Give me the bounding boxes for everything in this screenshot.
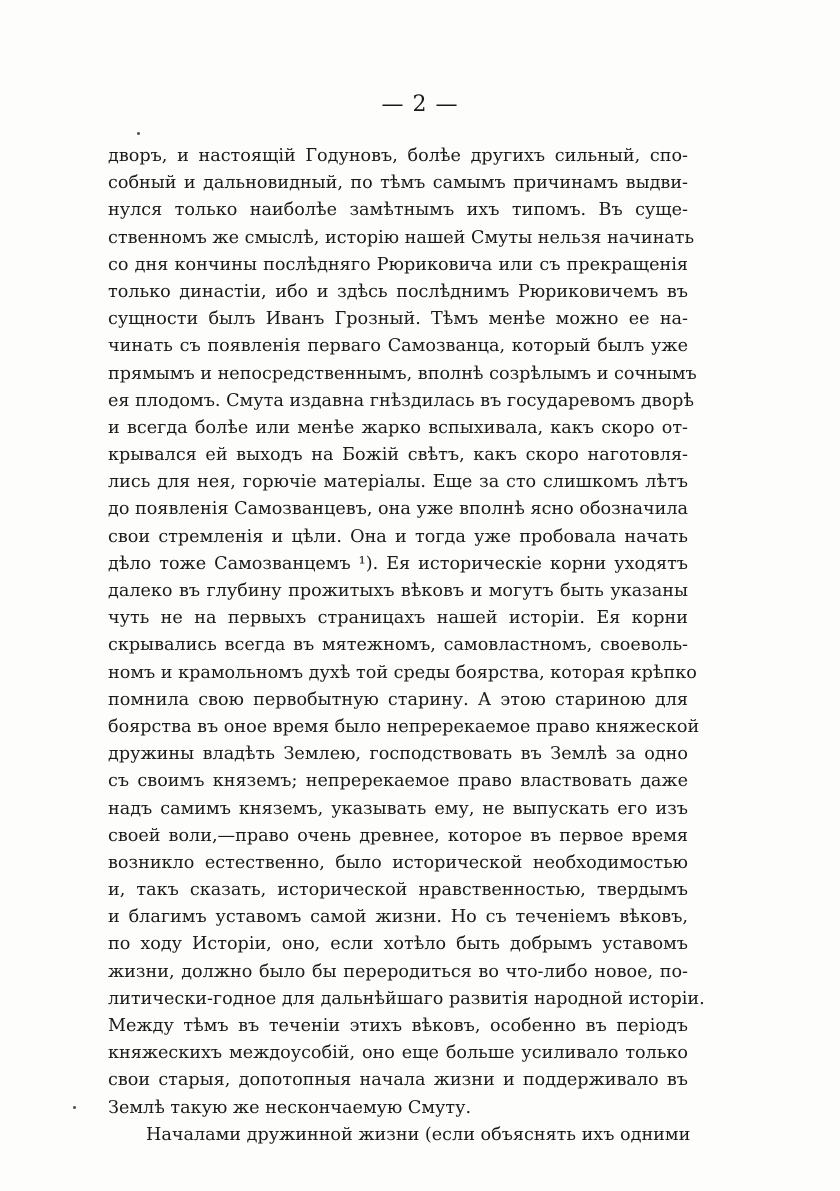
text-line: Между тѣмъ въ теченіи этихъ вѣковъ, особенно въ періодъ [108,1016,688,1036]
text-line: княжескихъ междоусобій, оно еще больше усиливало только [108,1043,688,1064]
text-line: чинать съ появленія перваго Самозванца, который былъ уже [108,336,688,357]
text-line: возникло естественно, было исторической необходимостью [108,852,688,873]
text-line: до появленія Самозванцевъ, она уже вполнѣ ясно обозначила [108,499,688,520]
text-line: номъ и крамольномъ духѣ той среды боярства, которая крѣпко [108,662,697,683]
text-line: по ходу Исторіи, оно, если хотѣло быть добрымъ уставомъ [108,934,688,955]
text-line: собный и дальновидный, по тѣмъ самымъ причинамъ выдви- [108,173,688,194]
text-line: со дня кончины послѣдняго Рюриковича или съ прекращенія [108,254,688,275]
text-line: надъ самимъ княземъ, указывать ему, не выпускать его изъ [108,798,688,819]
text-line: жизни, должно было бы переродиться во что-либо новое, по- [108,961,688,982]
text-line: дѣло тоже Самозванцемъ ¹). Ея историческіе корни уходятъ [108,553,688,574]
text-line: лись для нея, горючіе матеріалы. Еще за сто слишкомъ лѣтъ [108,472,688,493]
page-number: — 2 — [381,92,459,117]
text-line: нулся только наиболѣе замѣтнымъ ихъ типомъ. Въ суще- [108,200,688,221]
text-line: съ своимъ княземъ; непререкаемое право властвовать даже [108,771,688,792]
text-line: своей воли,—право очень древнее, которое въ первое время [108,825,688,846]
text-line: только династіи, ибо и здѣсь послѣднимъ Рюриковичемъ въ [108,281,688,302]
text-line: ственномъ же смыслѣ, исторію нашей Смуты нельзя начинать [108,227,695,248]
body-text [108,143,705,1149]
text-line: прямымъ и непосредственнымъ, вполнѣ созрѣлымъ и сочнымъ [108,363,697,384]
text-line: дворъ, и настоящій Годуновъ, болѣе другихъ сильный, спо- [108,146,688,166]
text-line: литически-годное для дальнѣйшаго развитія народной исторіи. [108,988,705,1009]
text-line: скрывались всегда въ мятежномъ, самовластномъ, своеволь- [108,635,688,656]
text-line: чуть не на первыхъ страницахъ нашей исторіи. Ея корни [108,608,688,629]
text-line: и всегда болѣе или менѣе жарко вспыхивала, какъ скоро от- [108,417,688,438]
text-line: крывался ей выходъ на Божій свѣтъ, какъ скоро наготовля- [108,445,688,466]
text-line: свои старыя, допотопныя начала жизни и поддерживало въ [108,1070,688,1091]
paper-speck [137,132,140,135]
text-line: боярства въ оное время было непререкаемое право княжеской [108,716,700,737]
paper-speck [73,1106,76,1109]
paragraph-start-line: Началами дружинной жизни (если объяснять ихъ одними [146,1124,691,1145]
text-line: дружины владѣть Землею, господствовать въ Землѣ за одно [108,744,688,765]
text-line: и благимъ уставомъ самой жизни. Но съ теченіемъ вѣковъ, [108,907,688,928]
text-line: свои стремленія и цѣли. Она и тогда уже пробовала начать [108,526,688,547]
text-line: и, такъ сказать, исторической нравственностью, твердымъ [108,880,688,901]
text-line: далеко въ глубину прожитыхъ вѣковъ и могутъ быть указаны [108,581,688,601]
text-line: помнила свою первобытную старину. А этою стариною для [108,689,688,710]
paragraph-end-line: Землѣ такую же нескончаемую Смуту. [108,1097,472,1118]
text-line: ея плодомъ. Смута издавна гнѣздилась въ государевомъ дворѣ [108,390,695,411]
text-line: сущности былъ Иванъ Грозный. Тѣмъ менѣе можно ее на- [108,309,688,330]
